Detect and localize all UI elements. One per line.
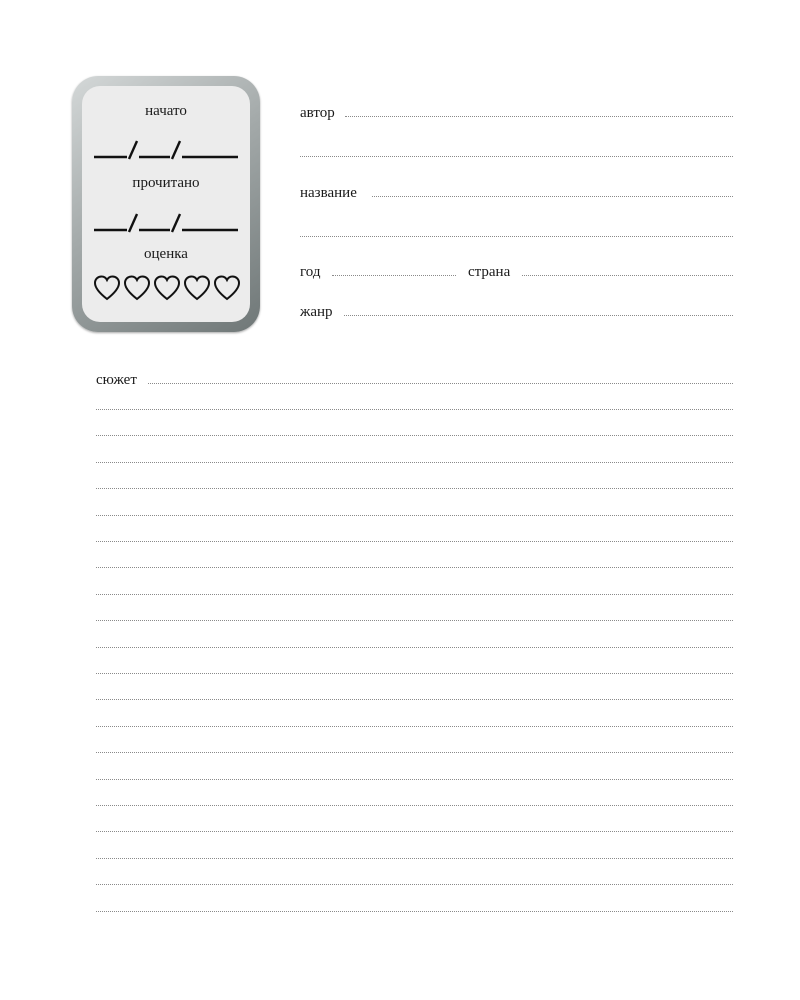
plot-line[interactable] bbox=[96, 779, 733, 780]
author-label: автор bbox=[300, 105, 335, 121]
author-field[interactable] bbox=[345, 116, 733, 117]
finished-date-field[interactable] bbox=[94, 210, 238, 236]
heart-icon[interactable] bbox=[125, 277, 149, 300]
plot-line[interactable] bbox=[96, 831, 733, 832]
plot-line[interactable] bbox=[96, 647, 733, 648]
title-label: название bbox=[300, 185, 357, 201]
plot-line[interactable] bbox=[96, 752, 733, 753]
rating-hearts[interactable] bbox=[93, 274, 243, 302]
plot-label: сюжет bbox=[96, 372, 137, 388]
plot-line[interactable] bbox=[96, 541, 733, 542]
country-field[interactable] bbox=[522, 275, 733, 276]
finished-label: прочитано bbox=[132, 175, 200, 191]
plot-line[interactable] bbox=[96, 515, 733, 516]
plot-line[interactable] bbox=[96, 858, 733, 859]
year-field[interactable] bbox=[332, 275, 456, 276]
plot-line[interactable] bbox=[96, 620, 733, 621]
genre-label: жанр bbox=[300, 304, 333, 320]
heart-icon[interactable] bbox=[95, 277, 119, 300]
started-label: начато bbox=[145, 103, 187, 119]
heart-icon[interactable] bbox=[215, 277, 239, 300]
plot-line[interactable] bbox=[96, 567, 733, 568]
plot-line[interactable] bbox=[96, 409, 733, 410]
plot-line[interactable] bbox=[96, 435, 733, 436]
plot-line[interactable] bbox=[96, 673, 733, 674]
year-label: год bbox=[300, 264, 321, 280]
plot-line[interactable] bbox=[96, 884, 733, 885]
plot-line[interactable] bbox=[96, 805, 733, 806]
started-date-field[interactable] bbox=[94, 137, 238, 163]
plot-line[interactable] bbox=[96, 726, 733, 727]
title-field[interactable] bbox=[372, 196, 733, 197]
country-label: страна bbox=[468, 264, 511, 280]
title-field-line-2[interactable] bbox=[300, 236, 733, 237]
heart-icon[interactable] bbox=[155, 277, 179, 300]
plot-line[interactable] bbox=[96, 699, 733, 700]
heart-icon[interactable] bbox=[185, 277, 209, 300]
rating-label: оценка bbox=[144, 246, 188, 262]
genre-field[interactable] bbox=[344, 315, 733, 316]
plot-line[interactable] bbox=[96, 462, 733, 463]
plot-line[interactable] bbox=[96, 911, 733, 912]
plot-field[interactable] bbox=[148, 383, 733, 384]
author-field-line-2[interactable] bbox=[300, 156, 733, 157]
plot-line[interactable] bbox=[96, 488, 733, 489]
plot-line[interactable] bbox=[96, 594, 733, 595]
